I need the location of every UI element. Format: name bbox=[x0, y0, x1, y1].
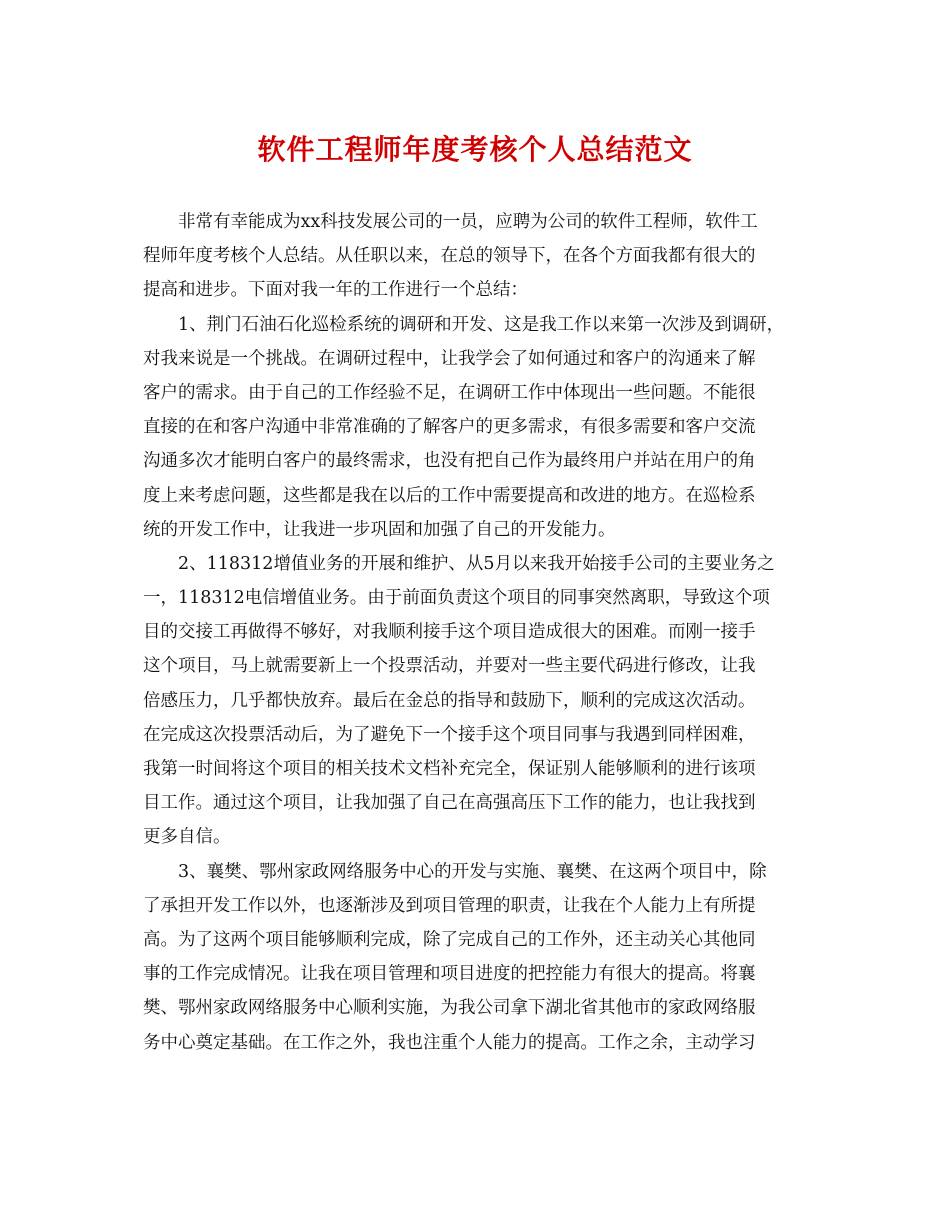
paragraph-line: 目工作。通过这个项目，让我加强了自己在高强高压下工作的能力，也让我找到 bbox=[143, 793, 756, 814]
paragraph-line: 提高和进步。下面对我一年的工作进行一个总结： bbox=[143, 280, 528, 301]
document-body bbox=[143, 205, 813, 1060]
paragraph-line: 沟通多次才能明白客户的最终需求，也没有把自己作为最终用户并站在用户的角 bbox=[143, 451, 756, 472]
paragraph-line: 目的交接工再做得不够好，对我顺利接手这个项目造成很大的困难。而刚一接手 bbox=[143, 622, 756, 643]
paragraph-line: 客户的需求。由于自己的工作经验不足，在调研工作中体现出一些问题。不能很 bbox=[143, 382, 756, 403]
paragraph-line: 在完成这次投票活动后，为了避免下一个接手这个项目同事与我遇到同样困难， bbox=[143, 724, 756, 745]
paragraph-line: 1、荆门石油石化巡检系统的调研和开发、这是我工作以来第一次涉及到调研， bbox=[178, 314, 785, 335]
paragraph-line: 樊、鄂州家政网络服务中心顺利实施，为我公司拿下湖北省其他市的家政网络服 bbox=[143, 998, 756, 1019]
paragraph-line: 我第一时间将这个项目的相关技术文档补充完全，保证别人能够顺利的进行该项 bbox=[143, 759, 756, 779]
paragraph-line: 这个项目，马上就需要新上一个投票活动，并要对一些主要代码进行修改，让我 bbox=[143, 656, 756, 677]
paragraph-line: 非常有幸能成为xx科技发展公司的一员，应聘为公司的软件工程师，软件工 bbox=[178, 212, 758, 232]
paragraph-line: 统的开发工作中，让我进一步巩固和加强了自己的开发能力。 bbox=[143, 519, 616, 540]
paragraph-line: 直接的在和客户沟通中非常准确的了解客户的更多需求，有很多需要和客户交流 bbox=[143, 417, 756, 438]
paragraph-line: 度上来考虑问题，这些都是我在以后的工作中需要提高和改进的地方。在巡检系 bbox=[143, 485, 756, 506]
paragraph-line: 程师年度考核个人总结。从任职以来，在总的领导下，在各个方面我都有很大的 bbox=[143, 246, 756, 267]
document-title: 软件工程师年度考核个人总结范文 bbox=[257, 133, 693, 166]
paragraph-line: 了承担开发工作以外，也逐渐涉及到项目管理的职责，让我在个人能力上有所提 bbox=[143, 895, 756, 916]
paragraph-line: 对我来说是一个挑战。在调研过程中，让我学会了如何通过和客户的沟通来了解 bbox=[143, 348, 756, 369]
paragraph-line: 务中心奠定基础。在工作之外，我也注重个人能力的提高。工作之余，主动学习 bbox=[143, 1032, 756, 1053]
paragraph-line: 事的工作完成情况。让我在项目管理和项目进度的把控能力有很大的提高。将襄 bbox=[143, 964, 756, 985]
paragraph-line: 倍感压力，几乎都快放弃。最后在金总的指导和鼓励下，顺利的完成这次活动。 bbox=[143, 690, 756, 711]
paragraph-line: 高。为了这两个项目能够顺利完成，除了完成自己的工作外，还主动关心其他同 bbox=[143, 929, 756, 950]
paragraph-line: 更多自信。 bbox=[143, 827, 231, 848]
paragraph-line: 3、襄樊、鄂州家政网络服务中心的开发与实施、襄樊、在这两个项目中，除 bbox=[178, 861, 767, 882]
paragraph-line: 一，118312电信增值业务。由于前面负责这个项目的同事突然离职，导致这个项 bbox=[143, 588, 770, 609]
paragraph-line: 2、118312增值业务的开展和维护、从5月以来我开始接手公司的主要业务之 bbox=[178, 553, 775, 574]
